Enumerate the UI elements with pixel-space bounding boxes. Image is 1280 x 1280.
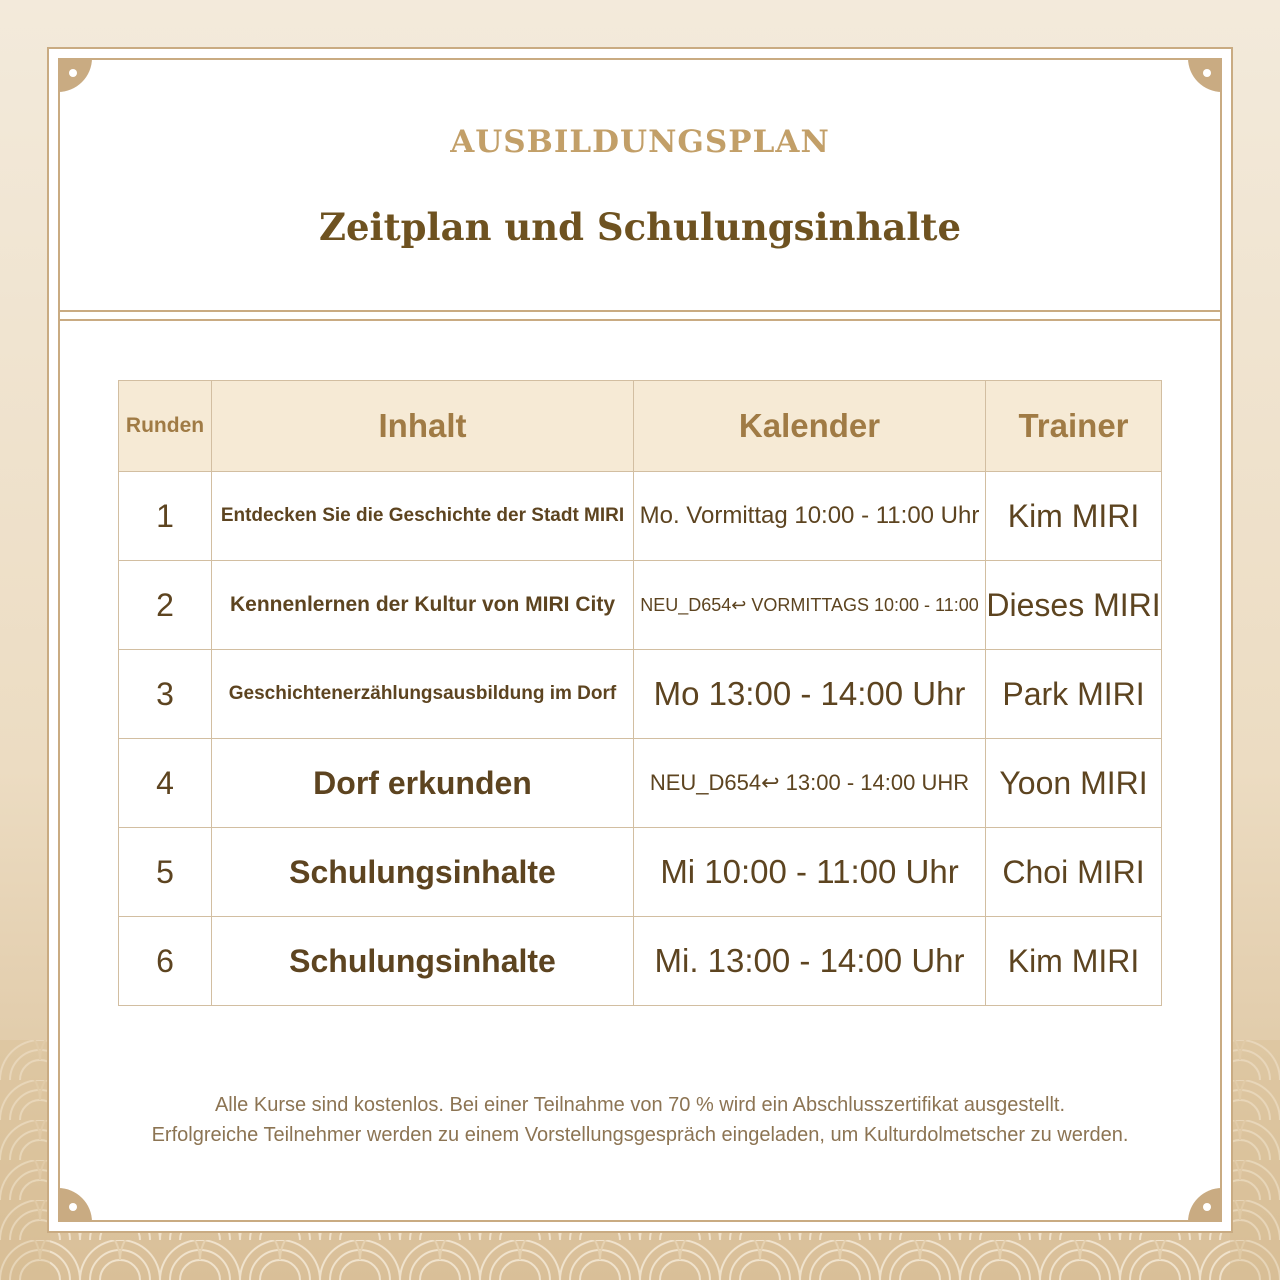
calendar-cell: NEU_D654↩ VORMITTAGS 10:00 - 11:00 (634, 561, 986, 650)
trainer-cell: Kim MIRI (986, 917, 1162, 1006)
round-cell: 3 (119, 650, 212, 739)
column-header-content: Inhalt (212, 381, 634, 472)
trainer-cell: Dieses MIRI (986, 561, 1162, 650)
footer-note (0, 1090, 1280, 1150)
table-row (119, 828, 1162, 917)
trainer-cell: Yoon MIRI (986, 739, 1162, 828)
header-divider-top (60, 310, 1220, 312)
content-cell: Kennenlernen der Kultur von MIRI City (212, 561, 634, 650)
calendar-cell: Mi. 13:00 - 14:00 Uhr (634, 917, 986, 1006)
table-row (119, 739, 1162, 828)
trainer-cell: Kim MIRI (986, 472, 1162, 561)
round-cell: 6 (119, 917, 212, 1006)
round-cell: 4 (119, 739, 212, 828)
trainer-cell: Park MIRI (986, 650, 1162, 739)
content-cell: Schulungsinhalte (212, 828, 634, 917)
footer-line-1: Alle Kurse sind kostenlos. Bei einer Teilnahme von 70 % wird ein Abschlusszertifikat ausgestellt. (214, 1094, 1066, 1116)
table-header-row (119, 381, 1162, 472)
table-row (119, 472, 1162, 561)
footer-line-2: Erfolgreiche Teilnehmer werden zu einem Vorstellungsgespräch eingeladen, um Kulturdolmetscher zu werden. (151, 1124, 1129, 1146)
round-cell: 2 (119, 561, 212, 650)
calendar-cell: Mo 13:00 - 14:00 Uhr (634, 650, 986, 739)
column-header-trainer: Trainer (986, 381, 1162, 472)
calendar-cell: NEU_D654↩ 13:00 - 14:00 UHR (634, 739, 986, 828)
content-cell: Geschichtenerzählungsausbildung im Dorf (212, 650, 634, 739)
content-cell: Schulungsinhalte (212, 917, 634, 1006)
table-row (119, 917, 1162, 1006)
table-row (119, 650, 1162, 739)
content-cell: Dorf erkunden (212, 739, 634, 828)
trainer-cell: Choi MIRI (986, 828, 1162, 917)
round-cell: 5 (119, 828, 212, 917)
page-title: Zeitplan und Schulungsinhalte (318, 205, 962, 249)
round-cell: 1 (119, 472, 212, 561)
eyebrow-heading: AUSBILDUNGSPLAN (450, 124, 830, 160)
schedule-table (118, 380, 1162, 1006)
table-row (119, 561, 1162, 650)
calendar-cell: Mi 10:00 - 11:00 Uhr (634, 828, 986, 917)
corner-ornament-bottom-left (58, 1188, 92, 1222)
header-divider-bottom (60, 319, 1220, 321)
corner-ornament-top-left (58, 58, 92, 92)
corner-ornament-top-right (1188, 58, 1222, 92)
column-header-rounds: Runden (119, 381, 212, 472)
corner-ornament-bottom-right (1188, 1188, 1222, 1222)
content-cell: Entdecken Sie die Geschichte der Stadt MIRI (212, 472, 634, 561)
calendar-cell: Mo. Vormittag 10:00 - 11:00 Uhr (634, 472, 986, 561)
column-header-calendar: Kalender (634, 381, 986, 472)
